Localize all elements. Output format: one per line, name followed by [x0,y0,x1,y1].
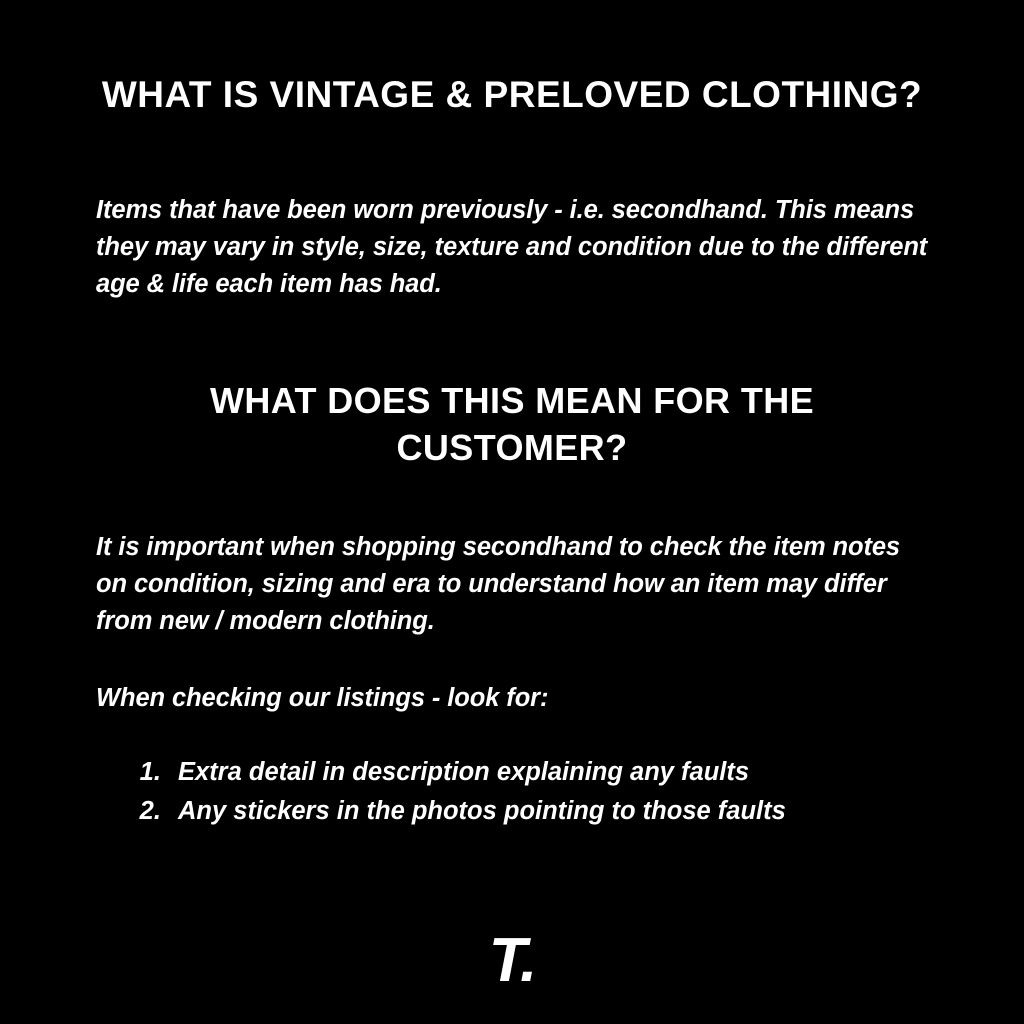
paragraph-listing-prompt: When checking our listings - look for: [96,684,549,712]
checklist [122,753,968,831]
list-item: 2. Any stickers in the photos pointing to those faults [168,792,968,831]
paragraph-definition: Items that have been worn previously - i.e. secondhand. This means they may vary in style, size, texture and condition due to the different age & life each item has had. [96,196,928,298]
page-title: WHAT IS VINTAGE & PRELOVED CLOTHING? [101,74,923,115]
list-item: 1. Extra detail in description explaining any faults [168,753,968,792]
paragraph-customer-guidance: It is important when shopping secondhand to check the item notes on condition, sizing and era to understand how an item may differ from new / modern clothing. [96,533,901,635]
brand-logo: T. [488,926,536,995]
section-heading-customer: WHAT DOES THIS MEAN FOR THE CUSTOMER? [209,380,815,468]
